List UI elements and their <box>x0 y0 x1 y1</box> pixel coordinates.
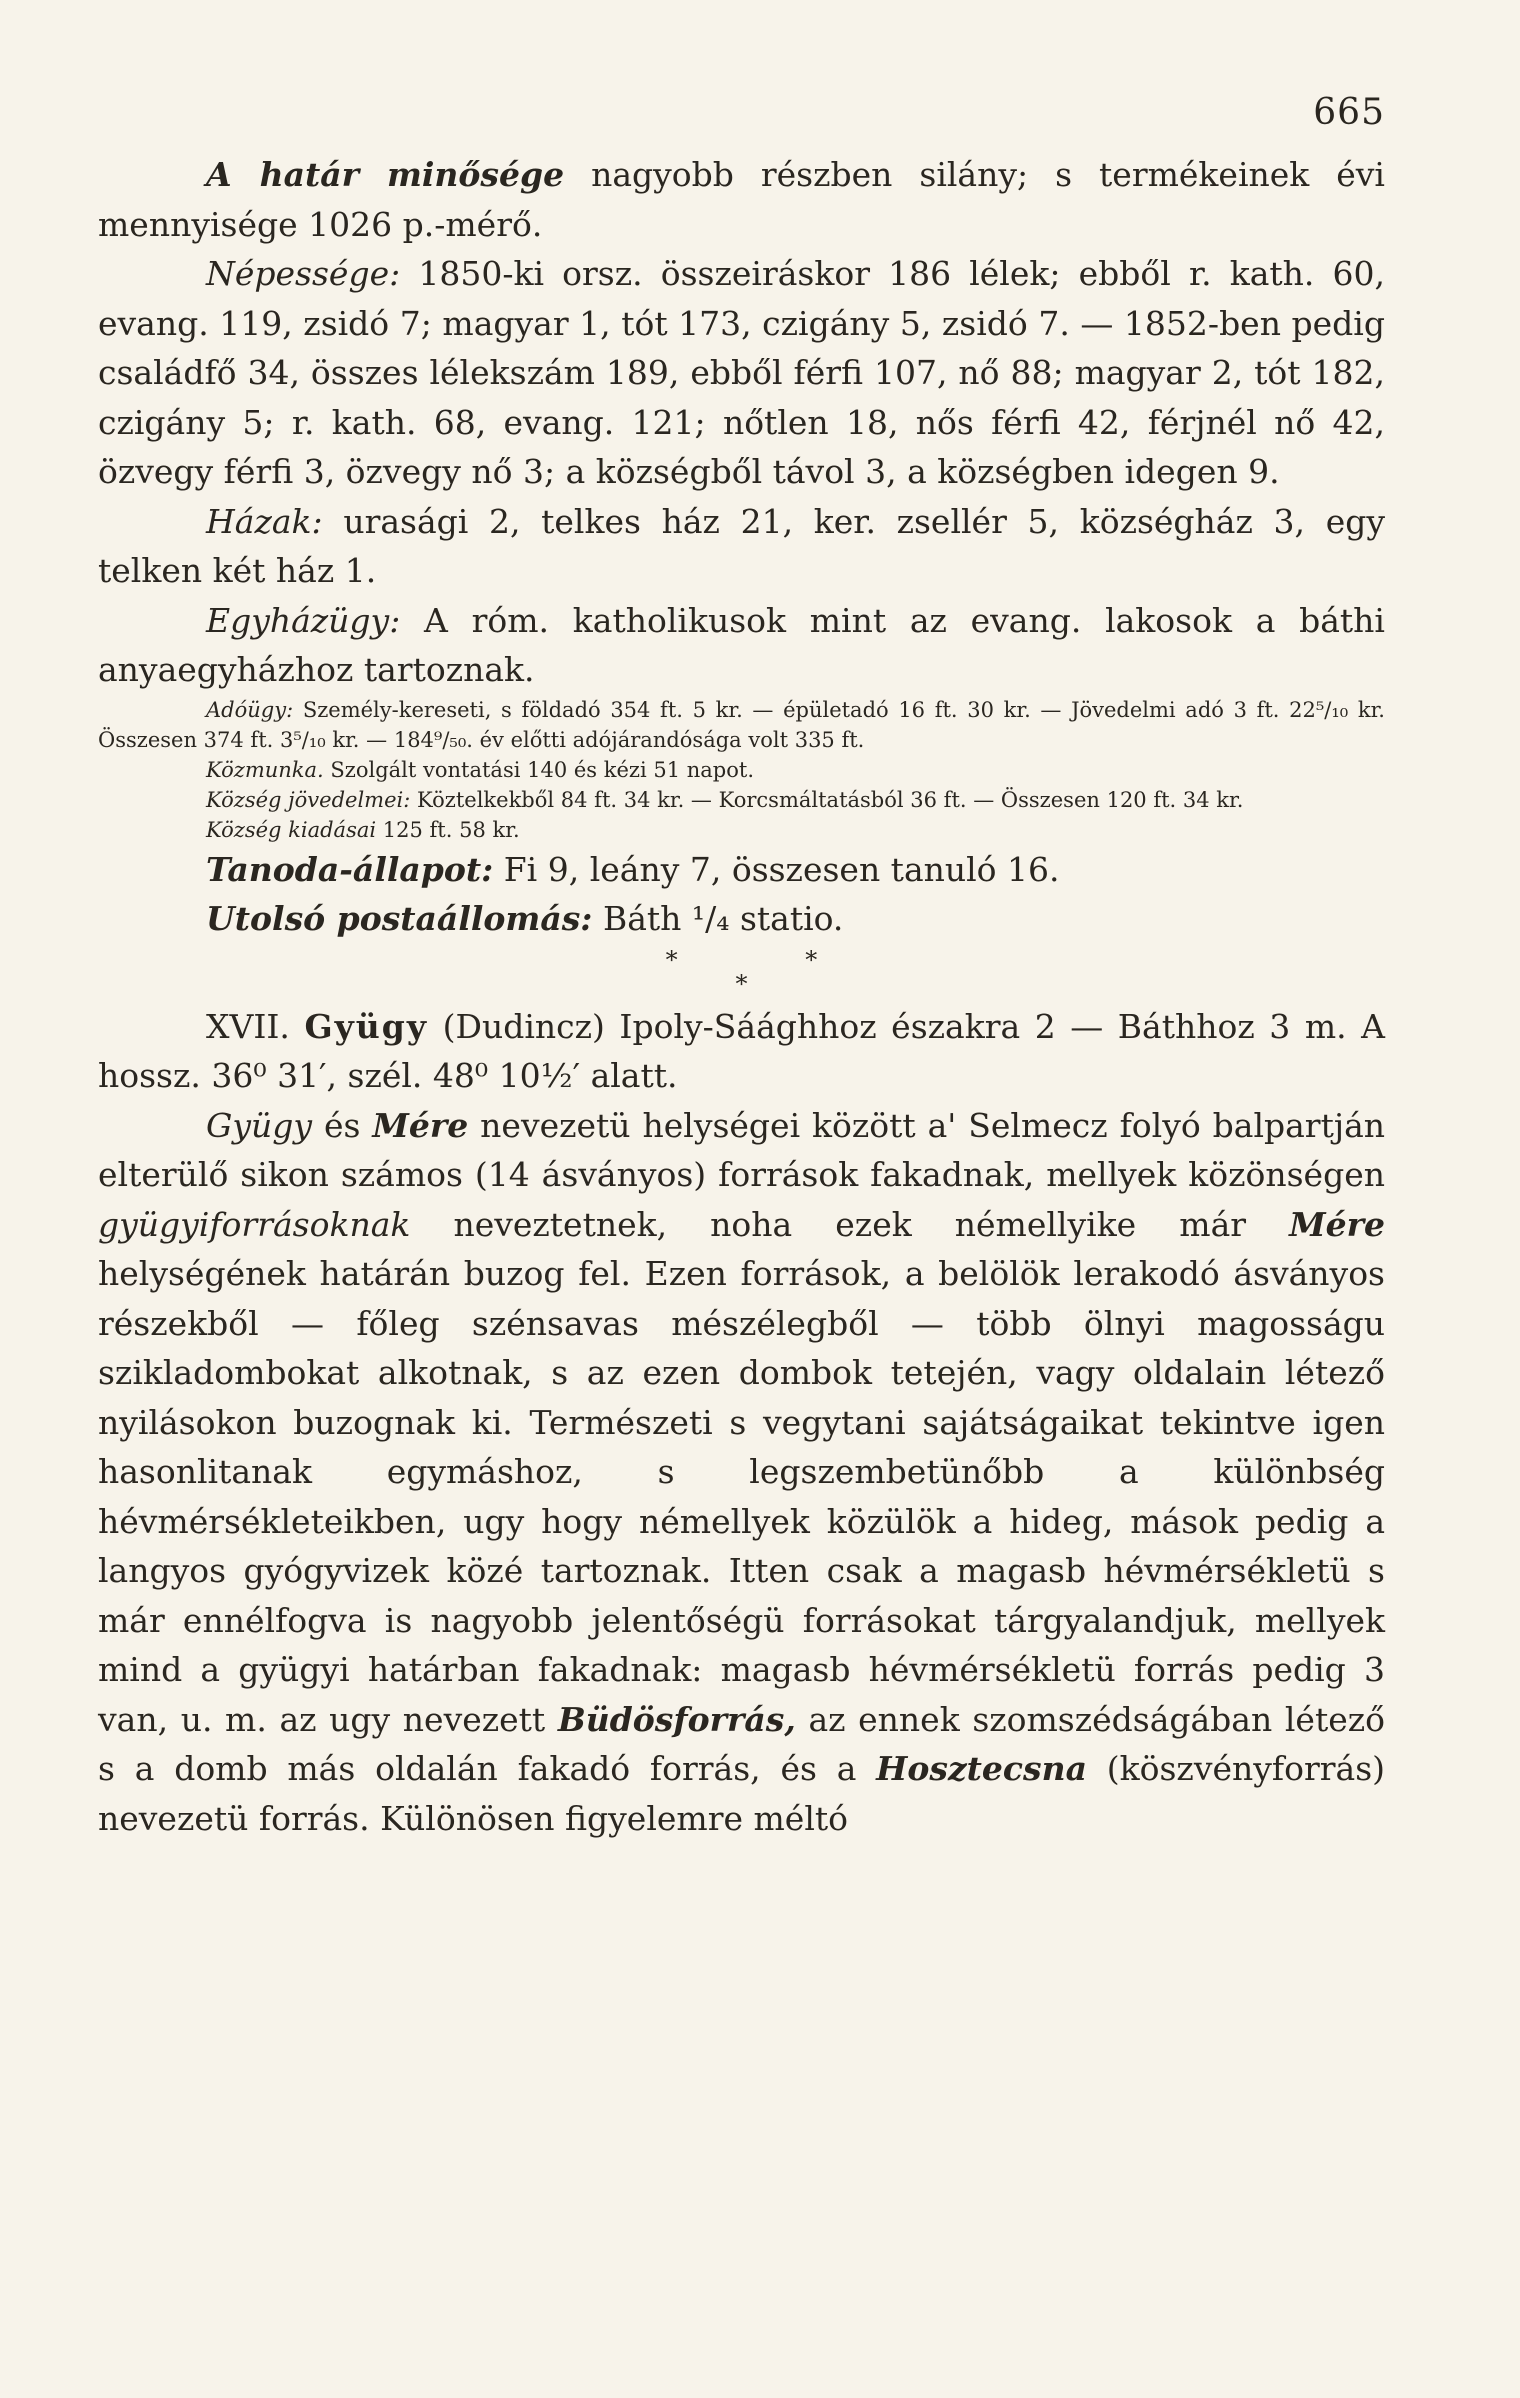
text-springs-6: (köszvényforrás) nevezetü forrás. Különösen figyelemre méltó <box>98 1749 1386 1838</box>
lead-church: Egyházügy: <box>206 600 401 640</box>
section-number: XVII. <box>206 1006 290 1046</box>
paragraph-expenses <box>98 815 1385 845</box>
italic-mere: Mére <box>372 1105 469 1145</box>
text-income: Köztelkekből 84 ft. 34 kr. — Korcsmáltatásból 36 ft. — Összesen 120 ft. 34 kr. <box>410 787 1244 812</box>
lead-school: Tanoda-állapot: <box>206 849 494 889</box>
text-houses: urasági 2, telkes ház 21, ker. zsellér 5, községház 3, egy telken két ház 1. <box>98 501 1385 590</box>
lead-population: Népessége: <box>206 254 401 293</box>
page-body <box>98 150 1385 1843</box>
lead-tax: Adóügy: <box>206 697 294 722</box>
section-separator <box>98 945 1385 998</box>
italic-gyugy: Gyügy <box>206 1105 313 1145</box>
paragraph-church <box>98 596 1385 695</box>
lead-expenses: Község kiadásai <box>206 817 377 842</box>
text-expenses: 125 ft. 58 kr. <box>376 817 520 842</box>
italic-hosztecsna: Hosztecsna <box>876 1749 1087 1788</box>
text-school: Fi 9, leány 7, összesen tanuló 16. <box>493 849 1060 889</box>
paragraph-population <box>98 249 1385 497</box>
text-church: A róm. katholikusok mint az evang. lakosok a báthi anyaegyházhoz tartoznak. <box>98 600 1385 689</box>
text-public-work: Szolgált vontatási 140 és kézi 51 napot. <box>323 757 755 782</box>
text-springs-5: az ennek szomszédságában létező s a domb más oldalán fakadó forrás, és a <box>98 1699 1385 1788</box>
italic-budosforras: Büdösforrás, <box>557 1699 796 1739</box>
section-place-name: Gyügy <box>304 1006 429 1046</box>
separator-star-bottom: * <box>735 969 748 998</box>
text-springs-3: neveztetnek, noha ezek némellyike már <box>410 1204 1290 1244</box>
text-post: Báth ¹/₄ statio. <box>592 899 844 938</box>
text-springs-2: nevezetü helységei között a' Selmecz folyó balpartján elterülő sikon számos (14 ásványos) források fakadnak, mellyek közönségen <box>98 1105 1385 1194</box>
lead-houses: Házak: <box>206 501 323 541</box>
text-population: 1850-ki orsz. összeiráskor 186 lélek; ebből r. kath. 60, evang. 119, zsidó 7; magyar 1, tót 173, czigány 5, zsidó 7. — 1852-ben pedig családfő 34, összes lélekszám 189, ebből férfi 107, nő 88; magyar 2, tót 182, czigány 5; r. kath. 68, evang. 121; nőtlen 18, nős férfi 42, férjnél nő 42, özvegy férfi 3, özvegy nő 3; a községből távol 3, a községben idegen 9. <box>98 254 1385 491</box>
italic-gyugyiforrasoknak: gyügyiforrásoknak <box>98 1204 411 1244</box>
small-print-block <box>98 695 1385 845</box>
separator-stars-top: * * <box>665 945 878 974</box>
paragraph-tax <box>98 695 1385 755</box>
text-land-quality: nagyobb részben silány; s termékeinek évi mennyisége 1026 p.-mérő. <box>98 155 1385 244</box>
paragraph-school <box>98 845 1385 895</box>
paragraph-income <box>98 785 1385 815</box>
page-number: 665 <box>1313 92 1385 133</box>
paragraph-public-work <box>98 755 1385 785</box>
text-tax: Személy-kereseti, s földadó 354 ft. 5 kr. — épületadó 16 ft. 30 kr. — Jövedelmi adó 3 ft. 22⁵/₁₀ kr. Összesen 374 ft. 3⁵/₁₀ kr. — 184⁹/₅₀. év előtti adójárandósága volt 335 ft. <box>98 697 1385 752</box>
lead-post: Utolsó postaállomás: <box>206 899 593 938</box>
paragraph-springs <box>98 1101 1385 1844</box>
italic-mere-2: Mére <box>1289 1204 1385 1244</box>
paragraph-houses <box>98 497 1385 596</box>
paragraph-gyugy-heading <box>98 1002 1385 1101</box>
paragraph-land-quality <box>98 150 1385 249</box>
text-springs-4: helységének határán buzog fel. Ezen források, a belölök lerakodó ásványos részekből — főleg szénsavas mészélegből — több ölnyi magosságu szikladombokat alkotnak, s az ezen dombok tetején, vagy oldalain létező nyilásokon buzognak ki. Természeti s vegytani sajátságaikat tekintve igen hasonlitanak egymáshoz, s legszembetünőbb a különbség hévmérsékleteikben, ugy hogy némellyek közülök a hideg, mások pedig a langyos gyógyvizek közé tartoznak. Itten csak a magasb hévmérsékletü s már ennélfogva is nagyobb jelentőségü forrásokat tárgyalandjuk, mellyek mind a gyügyi határban fakadnak: magasb hévmérsékletü forrás pedig 3 van, u. m. az ugy nevezett <box>98 1254 1385 1739</box>
lead-land-quality: A határ minősége <box>206 155 565 194</box>
text-gyugy-location: (Dudincz) Ipoly-Sáághhoz északra 2 — Báthhoz 3 m. A hossz. 36⁰ 31′, szél. 48⁰ 10½′ alatt. <box>98 1006 1385 1095</box>
lead-income: Község jövedelmei: <box>206 787 411 812</box>
text-springs-1: és <box>312 1105 373 1145</box>
lead-public-work: Közmunka. <box>206 757 324 782</box>
paragraph-post <box>98 894 1385 944</box>
